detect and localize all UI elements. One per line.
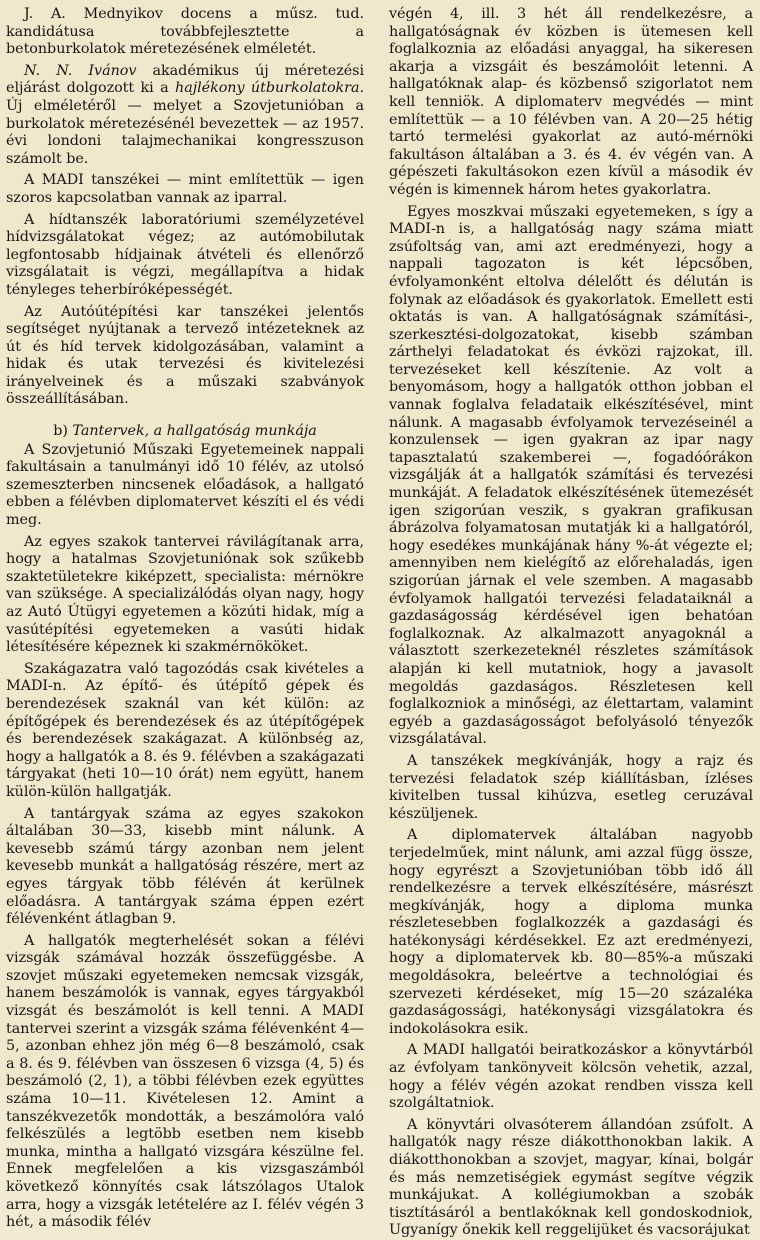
paragraph-text: Új elméletéről — melyet a Szovjetunióban a burkolatok méretezésénél bevezettek — az 1957. évi londoni talajmechanikai kongresszuson számolt be. <box>6 97 364 167</box>
left-column <box>6 6 364 1232</box>
paragraph: J. A. Mednyikov docens a műsz. tud. kandidátusa továbbfejlesztette a betonburkolatok méretezésének elméletét. <box>6 6 364 58</box>
paragraph: Az egyes szakok tantervei rávilágítanak arra, hogy a hatalmas Szovjetuniónak sok szűkebb szaktetületekre kiképzett, specialista: mérnökre van szüksége. A specializálódás olyan nagy, hogy az Autó Útügyi egyetemen a közúti hidak, míg a vasútépítési egyetemeken a vasúti hidak létesítésére képeznek ki szakmérnököket. <box>6 533 364 656</box>
heading-title: Tantervek, a hallgatóság munkája <box>72 423 317 440</box>
right-column <box>389 6 753 1240</box>
paragraph: A MADI tanszékei — mint említettük — igen szoros kapcsolatban vannak az iparral. <box>6 172 364 206</box>
paragraph: A diplomatervek általában nagyobb terjedelműek, mint nálunk, ami azzal függ össze, hogy egyrészt a Szovjetunióban több idő áll rendelkezésre a tervek elkészítésére, másrészt megkívánják, hogy a diploma munka részletesebben foglalkozzék a gazdasági és hatékonysági kérdésekkel. Ez azt eredményezi, hogy a diplomatervek kb. 80—85%-a műszaki megoldásokra, beleértve a technológiai és szervezeti kérdéseket, míg 15—20 százaléka gazdaságossági, hatékonysági vizsgálatokra és indokolásokra esik. <box>389 827 753 1037</box>
person-name: N. N. Ivánov <box>24 62 137 79</box>
paragraph: A MADI hallgatói beiratkozáskor a könyvtárból az évfolyam tankönyveit kölcsön vehetik, azzal, hogy a félév végén azokat rendben vissza kell szolgáltatniok. <box>389 1042 753 1112</box>
paragraph <box>6 63 364 169</box>
paragraph: A hallgatók megterhelését sokan a félévi vizsgák számával hozzák összefüggésbe. A szovjet műszaki egyetemeken nemcsak vizsgák, hanem beszámolók is vannak, egyes tárgyakból vizsgát és beszámolót is kell tenni. A MADI tantervei szerint a vizsgák száma félévenként 4—5, azonban ehhez jön még 6—8 beszámoló, csak a 8. és 9. félévben van összesen 6 vizsga (4, 5) és beszámoló (2, 1), a többi félévben ezek együttes száma 10—11. Kivételesen 12. Amint a tanszékvezetők mondották, a beszámolóra való felkészülés a legtöbb esetben nem kisebb munka, mintha a hallgató vizsgára készülne fel. Ennek megfelelően a kis vizsgaszámból következő könnyítés csak látszólagos Utalok arra, hogy a vizsgák letételére az I. félév végén 3 hét, a második félév <box>6 932 364 1231</box>
emphasis-text: hajlékony útburkolatokra. <box>175 80 364 97</box>
paragraph-text: akadémikus új méretezési eljárást dolgozott ki a <box>6 62 364 97</box>
paragraph: Az Autóútépítési kar tanszékei jelentős segítséget nyújtanak a tervező intézeteknek az út és híd tervek kidolgozásában, valamint a hidak és utak tervezési és kivitelezési irányelveinek és a műszaki szabványok összeállításában. <box>6 303 364 408</box>
paragraph: végén 4, ill. 3 hét áll rendelkezésre, a hallgatóságnak év közben is ütemesen kell foglalkoznia az előadási anyaggal, ha sikeresen akarja a vizsgáit és beszámolóit letenni. A hallgatóknak alap- és közbenső szigorlatot nem kell tenniök. A diplomaterv megvédés — mint említettük — a 10 félévben van. A 20—25 hétig tartó termelési gyakorlat az autó-mérnöki fakultáson általában a 3. és 4. év végén van. A gépészeti fakultásokon ezen kívül a második év végén is kimennek három hetes gyakorlatra. <box>389 6 753 198</box>
paragraph: A hídtanszék laboratóriumi személyzetével hídvizsgálatokat végez; az autómobilutak legfontosabb hídjainak átvételi és ellenőrző vizsgálatait is végzi, megállapítva a hidak tényleges teherbíróképességét. <box>6 211 364 298</box>
paragraph: A tantárgyak száma az egyes szakokon általában 30—33, kisebb mint nálunk. A kevesebb számú tárgy azonban nem jelent kevesebb munkát a hallgatóság részére, mert az egyes tárgyak több félévén át kerülnek előadásra. A tantárgyak száma éppen ezért félévenként átlagban 9. <box>6 805 364 928</box>
paragraph: A tanszékek megkívánják, hogy a rajz és tervezési feladatok szép kiállításban, ízléses kivitelben tussal kihúzva, esetleg ceruzával készüljenek. <box>389 752 753 822</box>
heading-prefix: b) <box>53 423 73 440</box>
section-heading <box>6 423 364 441</box>
paragraph: Szakágazatra való tagozódás csak kivételes a MADI-n. Az építő- és útépítő gépek és berendezések szaknál van két külön: az építőgépek és berendezések és az útépítőgépek és berendezések szakágazat. A különbség az, hogy a hallgatók a 8. és 9. félévben a szakágazati tárgyakat (heti 10—10 órát) nem együtt, hanem külön-külön hallgatják. <box>6 660 364 800</box>
paragraph: A könyvtári olvasóterem állandóan zsúfolt. A hallgatók nagy része diákotthonokban lakik. A diákotthonokban a szovjet, magyar, kínai, bolgár és más nemzetiségiek egymást segítve végzik munkájukat. A kollégiumokban a szobák tisztításáról a bentlakóknak kell gondoskodniok, Ugyanígy őnekik kell reggelijüket és vacsorájukat <box>389 1116 753 1239</box>
paragraph: Egyes moszkvai műszaki egyetemeken, s így a MADI-n is, a hallgatóság nagy száma miatt zsúfoltság van, ami azt eredményezi, hogy a nappali tagozaton is két lépcsőben, évfolyamonként eltolva délelőtt és délután is folynak az előadások és gyakorlatok. Emellett esti oktatás is van. A hallgatóságnak számítási-, szerkesztési-dolgozatokat, kisebb számban zárthelyi feladatokat és évközi rajzokat, ill. tervezéseket kell készítenie. Az volt a benyomásom, hogy a hallgatók otthon jobban el vannak foglalva feladataik elkészítésével, mint nálunk. A magasabb évfolyamok tervezéseinél a konzulensek — igen gyakran az ipar nagy tapasztalatú szakemberei —, fogadóórákon vizsgálják át a hallgatók számítási és tervezési munkáját. A feladatok elkészítésének ütemezését igen szigorúan veszik, s gyakran grafikusan ábrázolva folyamatosan mutatják ki a hallgatóról, hogy esedékes munkájának hány %-át végezte el; amennyiben nem kielégítő az előrehaladás, igen szigorúan járnak el vele szemben. A magasabb évfolyamok hallgatói tervezési feladataiknál a gazdaságosság kérdésével igen behatóan foglalkoznak. Az alkalmazott anyagoknál a választott szerkezeteknél részletes számítások alapján ki kell mutatniok, hogy a javasolt megoldás gazdaságos. Részletesen kell foglalkozniok a minőségi, az élettartam, valamint egyéb a gazdaságosságot befolyásoló tényezők vizsgálatával. <box>389 203 753 748</box>
paragraph: A Szovjetunió Műszaki Egyetemeinek nappali fakultásain a tanulmányi idő 10 félév, az utolsó szemeszterben nincsenek előadások, a hallgató ebben a félévben diplomatervet készíti el és védi meg. <box>6 441 364 529</box>
